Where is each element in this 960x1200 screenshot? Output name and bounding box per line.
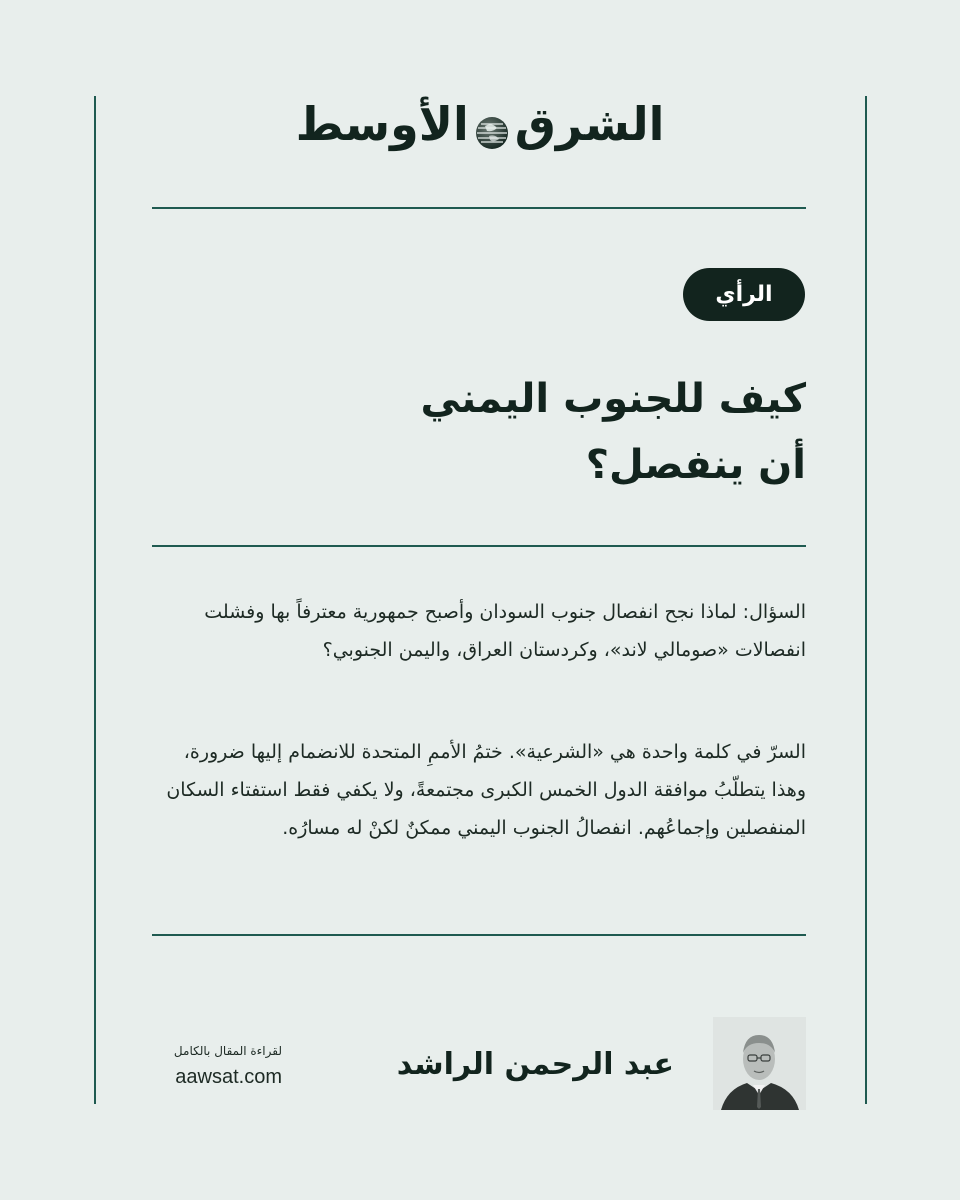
divider-top [152,207,806,209]
headline-line-2: أن ينفصل؟ [585,442,806,488]
author-portrait [713,1017,806,1110]
logo-text-right: الشرق [514,97,665,151]
brand-logo[interactable] [280,92,680,156]
globe-icon [475,107,509,141]
author-name: عبد الرحمن الراشد [396,1047,674,1082]
article-paragraph-2: السرّ في كلمة واحدة هي «الشرعية». ختمُ الأممِ المتحدة للانضمام إليها ضرورة، وهذا يتطلّبُ موافقة الدول الخمس الكبرى مجتمعةً، ولا يكفي فقط استفتاء السكان المنفصلين وإجماعُهم. انفصالُ الجنوب اليمني ممكنٌ لكنْ له مسارُه. [166,741,806,839]
headline-line-1: كيف للجنوب اليمني [420,376,806,422]
divider-middle [152,545,806,547]
divider-bottom [152,934,806,936]
frame-right-line [865,96,867,1104]
logo-text-left: الأوسط [295,97,469,151]
site-url-link[interactable]: aawsat.com [175,1066,282,1088]
section-badge[interactable]: الرأي [683,268,805,321]
frame-left-line [94,96,96,1104]
read-full-article-label: لقراءة المقال بالكامل [173,1044,282,1058]
headline [152,366,806,498]
article-paragraph-1: السؤال: لماذا نجح انفصال جنوب السودان وأصبح جمهورية معترفاً بها وفشلت انفصالات «صومالي لاند»، وكردستان العراق، واليمن الجنوبي؟ [204,601,806,661]
